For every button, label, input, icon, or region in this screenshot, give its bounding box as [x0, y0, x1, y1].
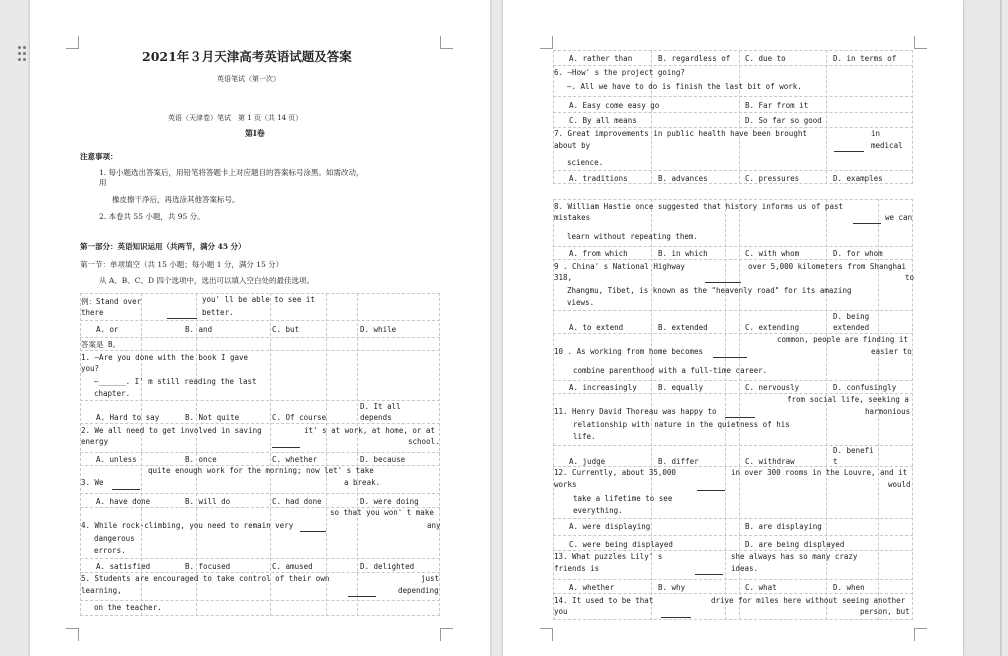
option: t — [833, 457, 838, 466]
question-stem: would — [888, 480, 911, 489]
question-stem: 14. It used to be that — [554, 596, 654, 605]
option: C. withdraw — [745, 457, 795, 466]
question-stem: 12. Currently, about 35,000 — [554, 468, 676, 477]
question-stem: life. — [573, 432, 596, 441]
option: D. were doing — [360, 497, 419, 506]
option: D. are being displayed — [745, 540, 845, 549]
question-stem: you' ll be able to see it — [202, 295, 315, 304]
option: A. satisfied — [96, 562, 151, 571]
option: B. advances — [658, 174, 708, 183]
question-stem: just — [421, 574, 440, 583]
example-answer: 答案是 B。 — [81, 340, 121, 349]
question-stem: from social life, seeking a — [787, 395, 909, 404]
grid-line — [553, 380, 913, 381]
question-stem: relationship with nature in the quietness of his — [573, 420, 790, 429]
option: D. It all — [360, 402, 401, 411]
question-stem: Zhangmu, Tibet, is known as the "heavenly road" for its amazing — [567, 286, 852, 295]
notice-item: 用 — [99, 178, 107, 187]
question-stem: everything. — [573, 506, 623, 515]
question-stem: 6. —How' s the project going? — [554, 68, 685, 77]
grid-line — [553, 393, 913, 394]
option: B. equally — [658, 383, 704, 392]
question-stem: better. — [202, 308, 234, 317]
option: D. So far so good — [745, 116, 822, 125]
option: A. Easy come easy go — [569, 101, 660, 110]
answer-blank — [272, 447, 300, 448]
option: C. nervously — [745, 383, 800, 392]
notice-title: 注意事项： — [80, 152, 118, 161]
question-stem: energy — [81, 437, 109, 446]
question-stem: take a lifetime to see — [573, 494, 673, 503]
question-stem: 318, — [554, 273, 573, 282]
option: D. while — [360, 325, 397, 334]
question-stem: 11. Henry David Thoreau was happy to — [554, 407, 717, 416]
question-stem: errors. — [94, 546, 126, 555]
grid-line — [553, 333, 913, 334]
crop-mark — [914, 36, 927, 49]
option: A. traditions — [569, 174, 628, 183]
section-heading: 第一节：单项填空（共 15 小题；每小题 1 分，满分 15 分） — [80, 260, 284, 269]
option: D. benefi — [833, 446, 874, 455]
grid-line — [80, 350, 440, 351]
question-stem: learning, — [81, 586, 122, 595]
question-stem: harmonious — [865, 407, 911, 416]
grid-line — [80, 400, 440, 401]
grid-line — [826, 50, 827, 184]
grid-line — [725, 199, 726, 620]
option: C. but — [272, 325, 300, 334]
option: C. with whom — [745, 249, 800, 258]
question-stem: common, people are finding it — [777, 335, 908, 344]
option: B. once — [185, 455, 217, 464]
question-stem: you — [554, 607, 568, 616]
document-title: 2021年３月天津高考英语试题及答案 — [142, 49, 352, 64]
grid-line — [80, 452, 440, 453]
question-stem: medical — [871, 141, 903, 150]
option: D. examples — [833, 174, 883, 183]
question-stem: about by — [554, 141, 591, 150]
option: C. were being displayed — [569, 540, 673, 549]
option: C. had done — [272, 497, 322, 506]
option: B. are displaying — [745, 522, 822, 531]
grid-line — [553, 579, 913, 580]
question-stem: so that you won' t make — [330, 508, 434, 517]
option: A. or — [96, 325, 119, 334]
grid-line — [553, 246, 913, 247]
option: A. have done — [96, 497, 151, 506]
question-stem: it' s at work, at home, or at — [304, 426, 435, 435]
option: depends — [360, 413, 392, 422]
grid-line — [270, 293, 271, 616]
option: B. focused — [185, 562, 231, 571]
question-stem: 5. Students are encouraged to take control of their own — [81, 574, 330, 583]
question-stem: 13. What puzzles Lily' s — [554, 552, 663, 561]
question-stem: 1. —Are you done with the book I gave — [81, 353, 249, 362]
option: D. delighted — [360, 562, 415, 571]
grid-line — [553, 65, 913, 66]
option: B. why — [658, 583, 686, 592]
answer-blank — [713, 357, 747, 358]
crop-mark — [66, 36, 79, 49]
question-stem: views. — [567, 298, 595, 307]
option: A. from which — [569, 249, 628, 258]
question-stem: dangerous — [94, 534, 135, 543]
question-stem: school. — [408, 437, 440, 446]
option: A. Hard to say — [96, 413, 160, 422]
grid-line — [357, 293, 358, 616]
option: A. rather than — [569, 54, 633, 63]
option: A. to extend — [569, 323, 624, 332]
answer-blank — [167, 318, 197, 319]
grid-line — [553, 170, 913, 171]
section-title: 第Ⅰ卷 — [245, 128, 265, 138]
question-stem: 7. Great improvements in public health have been brought — [554, 129, 807, 138]
crop-mark — [540, 36, 553, 49]
question-stem: 例：Stand over — [81, 297, 142, 306]
question-stem: chapter. — [94, 389, 131, 398]
grid-line — [553, 518, 913, 519]
option: C. amused — [272, 562, 313, 571]
crop-mark — [440, 36, 453, 49]
document-page-1 — [30, 0, 490, 656]
answer-blank — [695, 574, 723, 575]
grid-line — [80, 337, 440, 338]
option: A. unless — [96, 455, 137, 464]
question-stem: mistakes — [554, 213, 591, 222]
grid-line — [553, 466, 913, 467]
grid-line — [553, 96, 913, 97]
option: extended — [833, 323, 870, 332]
question-stem: science. — [567, 158, 604, 167]
crop-mark — [440, 628, 453, 641]
crop-mark — [914, 628, 927, 641]
crop-mark — [66, 628, 79, 641]
grid-line — [80, 320, 440, 321]
answer-blank — [697, 490, 725, 491]
grid-line — [80, 493, 440, 494]
option: D. for whom — [833, 249, 883, 258]
question-stem: —. All we have to do is finish the last bit of work. — [567, 82, 802, 91]
question-stem: works — [554, 480, 577, 489]
question-stem: quite enough work for the morning; now let' s take — [148, 466, 374, 475]
question-stem: 2. We all need to get involved in saving — [81, 426, 262, 435]
question-stem: in — [871, 129, 881, 138]
option: B. and — [185, 325, 213, 334]
notice-item: 2. 本卷共 55 小题，共 95 分。 — [99, 212, 205, 221]
question-stem: on the teacher. — [94, 603, 162, 612]
answer-blank — [112, 489, 140, 490]
question-stem: she always has so many crazy — [731, 552, 858, 561]
answer-blank — [834, 151, 864, 152]
question-stem: person, but — [860, 607, 910, 616]
grid-line — [553, 535, 913, 536]
answer-blank — [725, 417, 755, 418]
option: D. because — [360, 455, 406, 464]
question-stem: a break. — [344, 478, 381, 487]
option: A. whether — [569, 583, 615, 592]
grid-line — [80, 423, 440, 424]
option: B. regardless of — [658, 54, 731, 63]
question-stem: —______. I' m still reading the last — [94, 377, 257, 386]
option: A. judge — [569, 457, 606, 466]
grid-line — [553, 550, 913, 551]
grid-line — [326, 293, 327, 616]
option: C. By all means — [569, 116, 637, 125]
grid-line — [553, 259, 913, 260]
question-stem: easier to — [871, 347, 912, 356]
option: C. due to — [745, 54, 786, 63]
question-stem: combine parenthood with a full-time career. — [573, 366, 768, 375]
question-stem: in over 300 rooms in the Louvre, and it — [731, 468, 908, 477]
answer-blank — [300, 531, 326, 532]
option: B. Not quite — [185, 413, 240, 422]
question-stem: you? — [81, 364, 100, 373]
option: B. in which — [658, 249, 708, 258]
crop-mark — [540, 628, 553, 641]
grid-line — [80, 572, 440, 573]
grid-line — [553, 112, 913, 113]
option: C. Of course — [272, 413, 327, 422]
question-stem: 4. While rock-climbing, you need to remain very — [81, 521, 294, 530]
document-subtitle: 英语笔试（第一次） — [217, 75, 280, 83]
option: B. Far from it — [745, 101, 809, 110]
notice-item: 1. 每小题选出答案后，用铅笔将答题卡上对应题目的答案标号涂黑。如需改动， — [99, 168, 364, 177]
question-stem: ideas. — [731, 564, 759, 573]
option: C. whether — [272, 455, 318, 464]
question-stem: to — [905, 273, 915, 282]
part-title: 第一部分：英语知识运用（共两节，满分 45 分） — [80, 242, 246, 251]
grid-line — [553, 593, 913, 594]
question-stem: there — [81, 308, 104, 317]
question-stem: 9 . China' s National Highway — [554, 262, 685, 271]
option: C. what — [745, 583, 777, 592]
page-info: 英语（天津卷）笔试 第 1 页（共 14 页） — [168, 114, 303, 122]
grid-line — [553, 310, 913, 311]
option: D. when — [833, 583, 865, 592]
answer-blank — [661, 617, 691, 618]
grid-line — [553, 127, 913, 128]
question-stem: 8. William Hastie once suggested that history informs us of past — [554, 202, 843, 211]
question-stem: we can — [885, 213, 913, 222]
option: A. increasingly — [569, 383, 637, 392]
option: D. being — [833, 312, 870, 321]
document-page-2 — [503, 0, 963, 656]
option: B. extended — [658, 323, 708, 332]
instruction: 从 A、B、C、D 四个选项中，选出可以填入空白处的最佳选项。 — [99, 276, 314, 285]
drag-handle-icon[interactable] — [18, 46, 28, 62]
question-stem: depending — [398, 586, 439, 595]
option: B. will do — [185, 497, 231, 506]
question-stem: 10 . As working from home becomes — [554, 347, 704, 356]
question-stem: 3. We — [81, 478, 104, 487]
scrollbar-edge[interactable] — [1000, 0, 1002, 656]
option: D. confusingly — [833, 383, 897, 392]
question-stem: friends is — [554, 564, 600, 573]
option: C. extending — [745, 323, 800, 332]
grid-line — [80, 600, 440, 601]
question-stem: any — [427, 521, 441, 530]
option: B. differ — [658, 457, 699, 466]
question-stem: learn without repeating them. — [567, 232, 698, 241]
option: C. pressures — [745, 174, 800, 183]
grid-line — [80, 558, 440, 559]
answer-blank — [348, 596, 376, 597]
option: D. in terms of — [833, 54, 897, 63]
question-stem: drive for miles here without seeing another — [711, 596, 906, 605]
option: A. were displaying — [569, 522, 651, 531]
answer-blank — [705, 282, 741, 283]
question-stem: over 5,000 kilometers from Shanghai — [748, 262, 907, 271]
notice-item: 橡皮擦干净后，再选涂其他答案标号。 — [112, 195, 240, 204]
answer-blank — [853, 223, 881, 224]
grid-line — [739, 50, 740, 184]
